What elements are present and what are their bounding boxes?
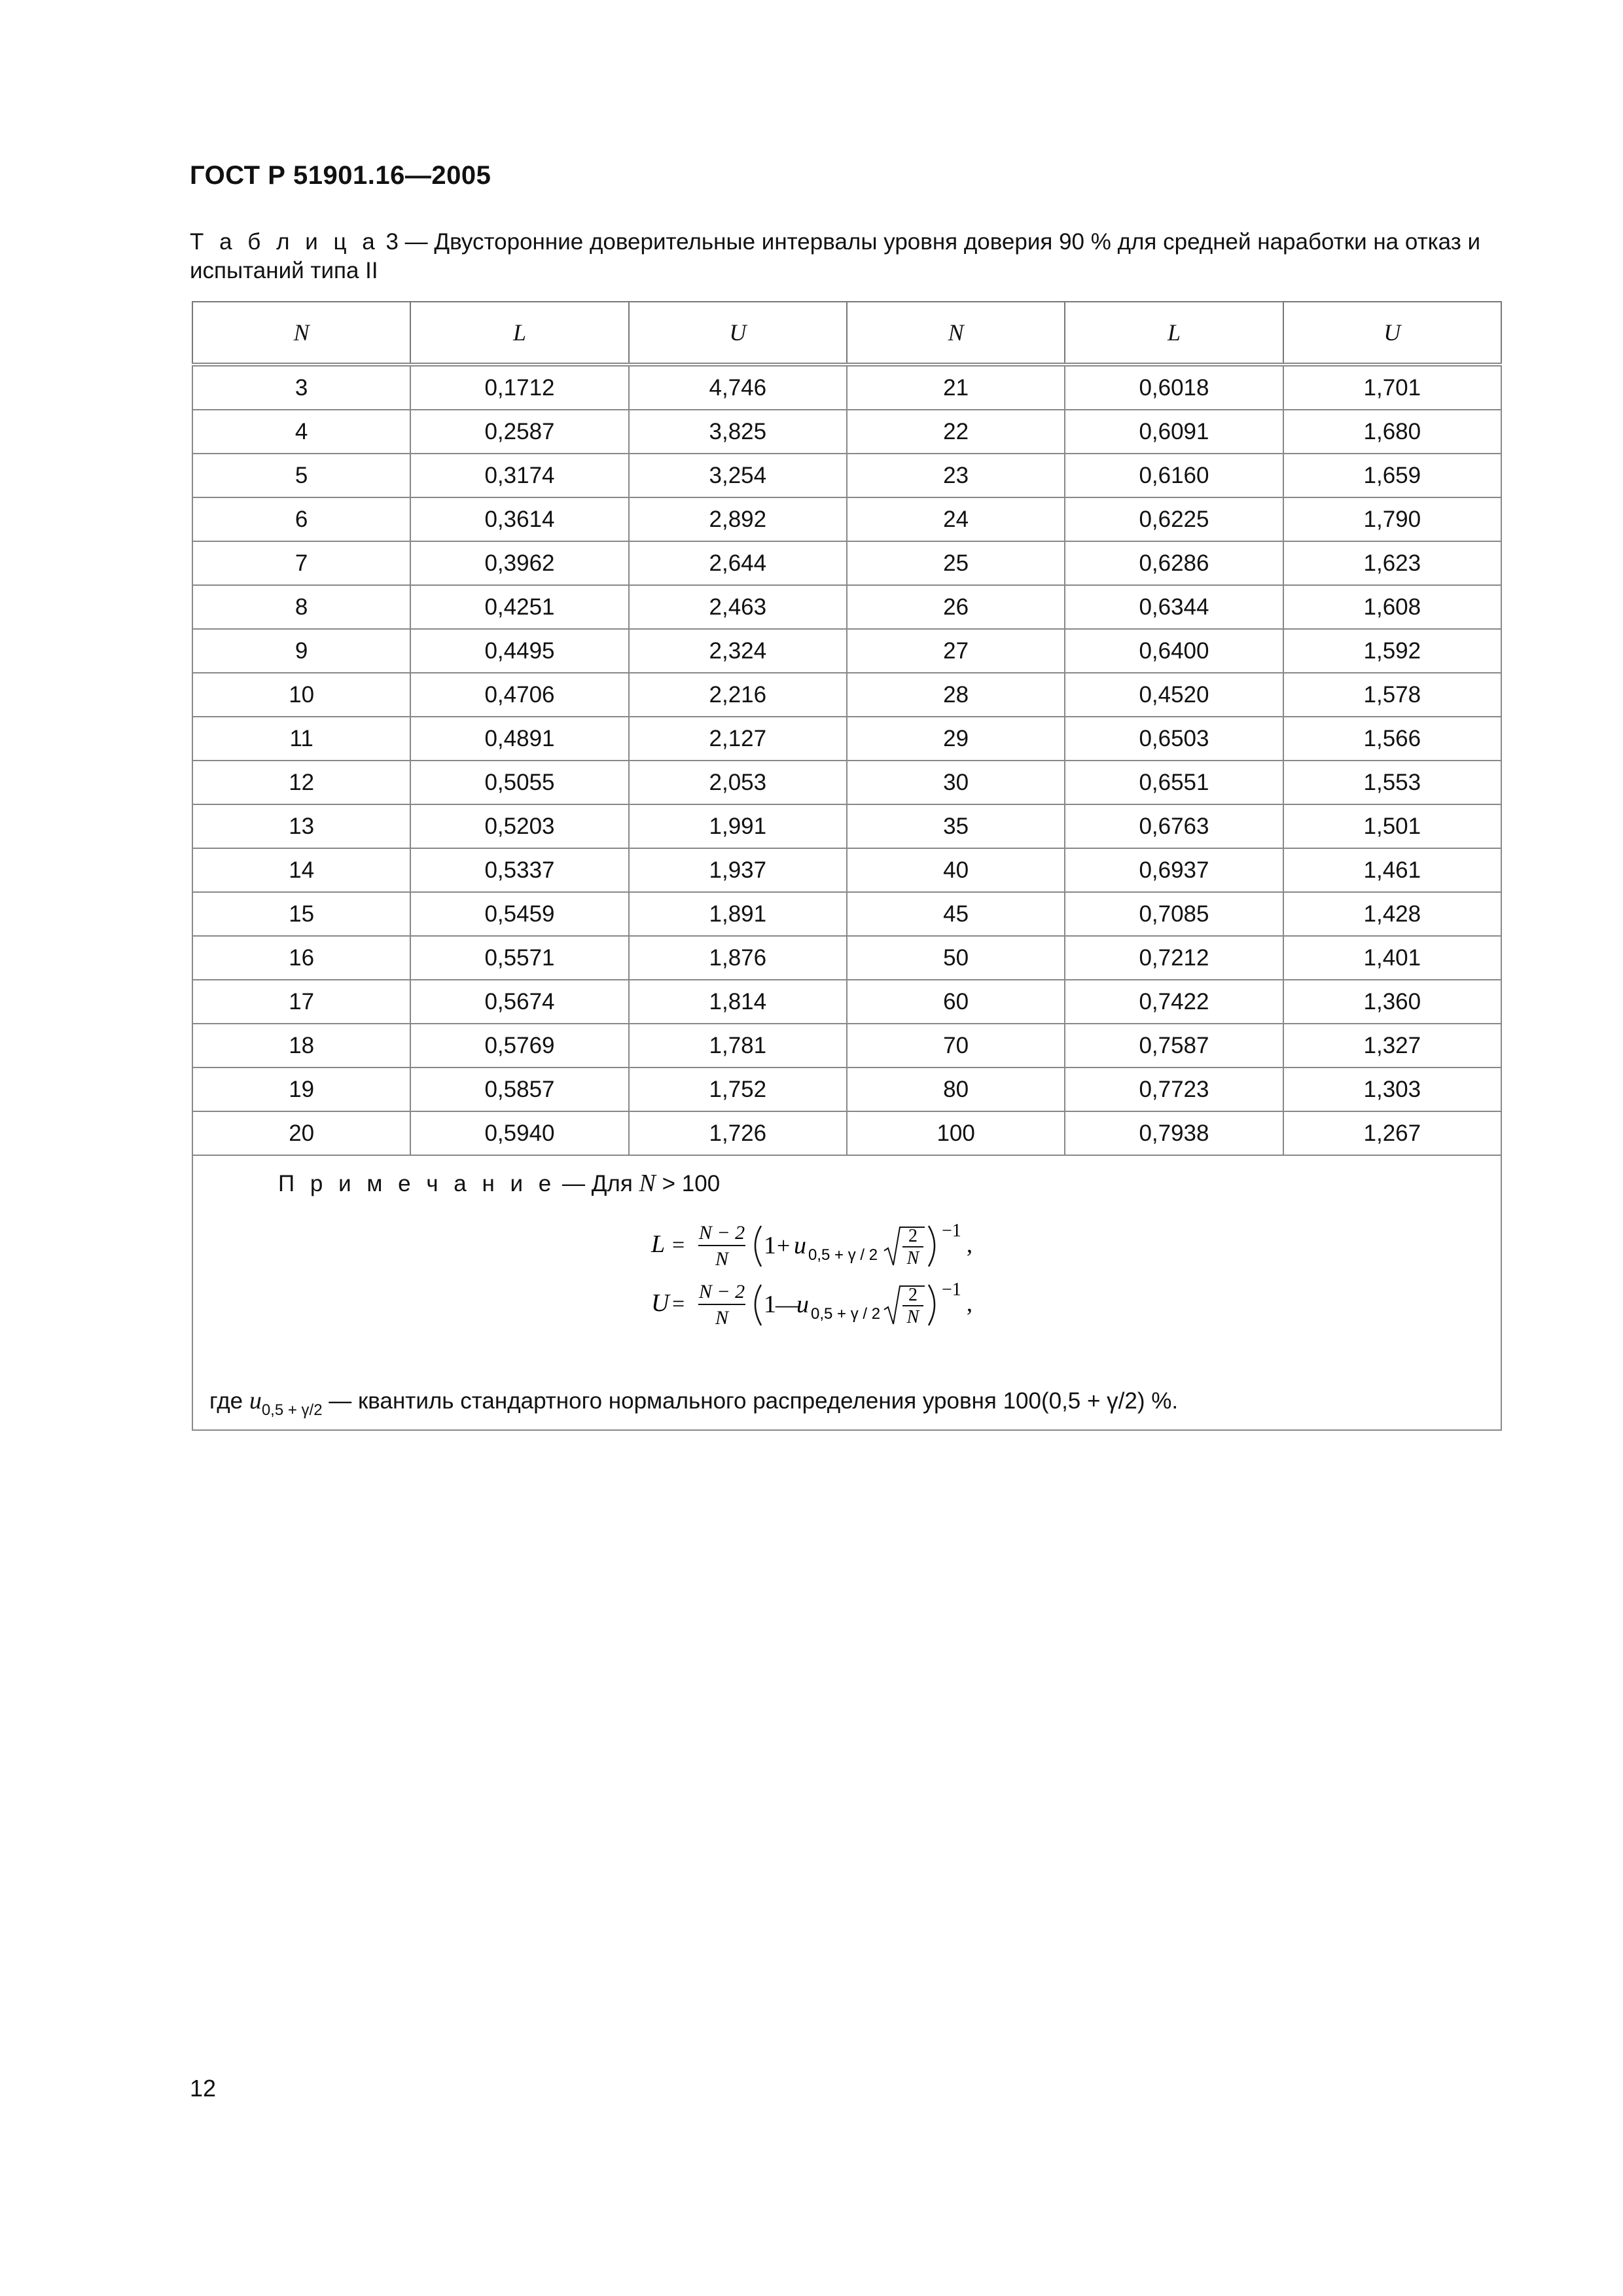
table-cell: 30 <box>847 761 1065 804</box>
table-cell: 0,7422 <box>1065 980 1283 1024</box>
table-cell: 5 <box>192 454 410 497</box>
table-cell: 0,6160 <box>1065 454 1283 497</box>
caption-number: 3 <box>385 229 399 255</box>
where-var: u <box>249 1387 262 1414</box>
table-cell: 0,5571 <box>410 936 628 980</box>
table-cell: 27 <box>847 629 1065 673</box>
table-cell: 19 <box>192 1067 410 1111</box>
formula-lower-svg <box>651 1218 1109 1283</box>
table-cell: 40 <box>847 848 1065 892</box>
where-sub: 0,5 + γ/2 <box>261 1401 323 1419</box>
table-cell: 1,360 <box>1283 980 1501 1024</box>
table-cell: 1,267 <box>1283 1111 1501 1155</box>
table-cell: 60 <box>847 980 1065 1024</box>
table-body <box>192 365 1501 1155</box>
table-cell: 3 <box>192 365 410 410</box>
where-explanation <box>209 1386 1178 1420</box>
table-row <box>192 365 1501 410</box>
table-cell: 16 <box>192 936 410 980</box>
table-row <box>192 1024 1501 1067</box>
table-cell: 100 <box>847 1111 1065 1155</box>
formula-u: u <box>794 1232 806 1259</box>
table-cell: 50 <box>847 936 1065 980</box>
table-cell: 0,5337 <box>410 848 628 892</box>
table-cell: 0,6018 <box>1065 365 1283 410</box>
table-cell: 0,5203 <box>410 804 628 848</box>
table-caption <box>190 228 1518 285</box>
caption-text: — Двусторонние доверительные интервалы уровня доверия 90 % для средней наработки на отказ и испытаний типа II <box>190 229 1481 283</box>
table-cell: 0,4520 <box>1065 673 1283 717</box>
table-cell: 23 <box>847 454 1065 497</box>
table-cell: 0,5055 <box>410 761 628 804</box>
table-cell: 9 <box>192 629 410 673</box>
table-cell: 0,6091 <box>1065 410 1283 454</box>
table-cell: 0,5459 <box>410 892 628 936</box>
formula-one: 1 <box>764 1291 776 1318</box>
table-header-row <box>192 302 1501 365</box>
table-cell: 25 <box>847 541 1065 585</box>
table-cell: 1,553 <box>1283 761 1501 804</box>
formula-exponent: −1 <box>942 1221 961 1241</box>
table-row <box>192 585 1501 629</box>
table-row <box>192 410 1501 454</box>
where-prefix: где <box>209 1388 249 1414</box>
table-cell: 21 <box>847 365 1065 410</box>
table-cell: 1,608 <box>1283 585 1501 629</box>
table-cell: 0,7587 <box>1065 1024 1283 1067</box>
table-cell: 70 <box>847 1024 1065 1067</box>
table-cell: 11 <box>192 717 410 761</box>
table-cell: 1,781 <box>629 1024 847 1067</box>
table-cell: 1,623 <box>1283 541 1501 585</box>
table-row <box>192 1111 1501 1155</box>
table-cell: 1,991 <box>629 804 847 848</box>
table-cell: 2,324 <box>629 629 847 673</box>
sqrt-denominator: N <box>906 1307 919 1327</box>
table-cell: 0,6763 <box>1065 804 1283 848</box>
confidence-interval-table <box>192 301 1502 1431</box>
table-cell: 4,746 <box>629 365 847 410</box>
table-row <box>192 980 1501 1024</box>
note-var: N <box>639 1170 656 1197</box>
table-cell: 1,566 <box>1283 717 1501 761</box>
column-header: N <box>192 302 410 365</box>
table-cell: 17 <box>192 980 410 1024</box>
table-row <box>192 673 1501 717</box>
table-row <box>192 497 1501 541</box>
table-cell: 13 <box>192 804 410 848</box>
table-cell: 2,216 <box>629 673 847 717</box>
table-row <box>192 936 1501 980</box>
table-cell: 0,7085 <box>1065 892 1283 936</box>
table-cell: 1,501 <box>1283 804 1501 848</box>
right-paren <box>929 1226 935 1266</box>
table-cell: 1,461 <box>1283 848 1501 892</box>
table-row <box>192 629 1501 673</box>
table-row <box>192 541 1501 585</box>
formula-lhs: L <box>651 1230 666 1258</box>
column-header: L <box>1065 302 1283 365</box>
table-cell: 2,463 <box>629 585 847 629</box>
table-row <box>192 761 1501 804</box>
formula-upper-svg <box>651 1277 1109 1342</box>
table-cell: 1,701 <box>1283 365 1501 410</box>
formula-sign: — <box>776 1291 799 1318</box>
table-cell: 1,578 <box>1283 673 1501 717</box>
formula-sub: 0,5 + γ / 2 <box>808 1246 878 1264</box>
formula-denominator: N <box>715 1307 729 1329</box>
note-title <box>278 1169 720 1198</box>
table-cell: 7 <box>192 541 410 585</box>
table-cell: 1,428 <box>1283 892 1501 936</box>
table-cell: 0,7723 <box>1065 1067 1283 1111</box>
table-cell: 0,5674 <box>410 980 628 1024</box>
table-cell: 0,6344 <box>1065 585 1283 629</box>
table-cell: 2,892 <box>629 497 847 541</box>
table-cell: 22 <box>847 410 1065 454</box>
table-cell: 28 <box>847 673 1065 717</box>
table-cell: 2,053 <box>629 761 847 804</box>
formula-equals: = <box>672 1233 685 1257</box>
formula-tail: , <box>967 1231 972 1257</box>
table-cell: 45 <box>847 892 1065 936</box>
table-cell: 1,680 <box>1283 410 1501 454</box>
where-text: — квантиль стандартного нормального распределения уровня 100(0,5 + γ/2) %. <box>322 1388 1179 1414</box>
table-cell: 0,5857 <box>410 1067 628 1111</box>
table-cell: 0,6400 <box>1065 629 1283 673</box>
formula-lhs: U <box>651 1289 669 1317</box>
table-cell: 3,254 <box>629 454 847 497</box>
sqrt-numerator: 2 <box>908 1226 918 1246</box>
formula-sign: + <box>777 1232 791 1259</box>
table-cell: 26 <box>847 585 1065 629</box>
table-cell: 1,726 <box>629 1111 847 1155</box>
table-cell: 35 <box>847 804 1065 848</box>
table-cell: 0,5940 <box>410 1111 628 1155</box>
table-cell: 1,814 <box>629 980 847 1024</box>
table-cell: 8 <box>192 585 410 629</box>
note-intro: — Для <box>556 1171 639 1196</box>
table-cell: 1,303 <box>1283 1067 1501 1111</box>
formula-tail: , <box>967 1290 972 1316</box>
table-cell: 0,3174 <box>410 454 628 497</box>
standard-id-header: ГОСТ Р 51901.16—2005 <box>190 161 491 190</box>
left-paren <box>755 1226 761 1266</box>
table-cell: 1,327 <box>1283 1024 1501 1067</box>
table-cell: 15 <box>192 892 410 936</box>
table-cell: 2,644 <box>629 541 847 585</box>
table-cell: 6 <box>192 497 410 541</box>
table-cell: 0,6937 <box>1065 848 1283 892</box>
table-row <box>192 717 1501 761</box>
table-cell: 14 <box>192 848 410 892</box>
column-header: N <box>847 302 1065 365</box>
table-row <box>192 848 1501 892</box>
table-row <box>192 454 1501 497</box>
table-cell: 0,3962 <box>410 541 628 585</box>
formula-upper-bound <box>651 1277 1109 1342</box>
table-cell: 0,7212 <box>1065 936 1283 980</box>
table-cell: 1,592 <box>1283 629 1501 673</box>
table-cell: 1,876 <box>629 936 847 980</box>
column-header: U <box>629 302 847 365</box>
formula-u: u <box>796 1291 809 1318</box>
table-cell: 12 <box>192 761 410 804</box>
left-paren <box>755 1285 761 1325</box>
sqrt-numerator: 2 <box>908 1285 918 1305</box>
table-row <box>192 892 1501 936</box>
column-header: L <box>410 302 628 365</box>
table-cell: 0,2587 <box>410 410 628 454</box>
table-cell: 3,825 <box>629 410 847 454</box>
formula-sub: 0,5 + γ / 2 <box>811 1305 881 1323</box>
table-cell: 0,6503 <box>1065 717 1283 761</box>
table-cell: 1,659 <box>1283 454 1501 497</box>
right-paren <box>929 1285 935 1325</box>
formula-exponent: −1 <box>942 1280 961 1300</box>
table-cell: 1,752 <box>629 1067 847 1111</box>
formula-equals: = <box>672 1292 685 1316</box>
table-row <box>192 804 1501 848</box>
table-cell: 18 <box>192 1024 410 1067</box>
table-cell: 10 <box>192 673 410 717</box>
note-label: П р и м е ч а н и е <box>278 1171 556 1196</box>
table-cell: 0,6551 <box>1065 761 1283 804</box>
table-cell: 1,790 <box>1283 497 1501 541</box>
note-condition: > 100 <box>655 1171 721 1196</box>
table-cell: 0,4706 <box>410 673 628 717</box>
table-cell: 0,5769 <box>410 1024 628 1067</box>
formula-denominator: N <box>715 1248 729 1270</box>
table-cell: 4 <box>192 410 410 454</box>
column-header: U <box>1283 302 1501 365</box>
note-row <box>192 1155 1501 1430</box>
caption-label: Т а б л и ц а <box>190 229 380 255</box>
table-cell: 0,4891 <box>410 717 628 761</box>
table-cell: 1,891 <box>629 892 847 936</box>
note-cell <box>192 1155 1501 1430</box>
table-cell: 20 <box>192 1111 410 1155</box>
table-cell: 1,401 <box>1283 936 1501 980</box>
page-number: 12 <box>190 2075 217 2102</box>
table-cell: 0,4495 <box>410 629 628 673</box>
sqrt-denominator: N <box>906 1248 919 1268</box>
table-cell: 24 <box>847 497 1065 541</box>
table-cell: 0,1712 <box>410 365 628 410</box>
table-cell: 0,3614 <box>410 497 628 541</box>
table-cell: 0,4251 <box>410 585 628 629</box>
table-cell: 0,6225 <box>1065 497 1283 541</box>
table-cell: 29 <box>847 717 1065 761</box>
table-cell: 80 <box>847 1067 1065 1111</box>
formula-one: 1 <box>764 1232 776 1259</box>
table-cell: 1,937 <box>629 848 847 892</box>
table-cell: 0,7938 <box>1065 1111 1283 1155</box>
table-cell: 0,6286 <box>1065 541 1283 585</box>
formula-lower-bound <box>651 1218 1109 1283</box>
formula-numerator: N − 2 <box>698 1222 745 1244</box>
table-cell: 2,127 <box>629 717 847 761</box>
formula-numerator: N − 2 <box>698 1281 745 1302</box>
table-row <box>192 1067 1501 1111</box>
